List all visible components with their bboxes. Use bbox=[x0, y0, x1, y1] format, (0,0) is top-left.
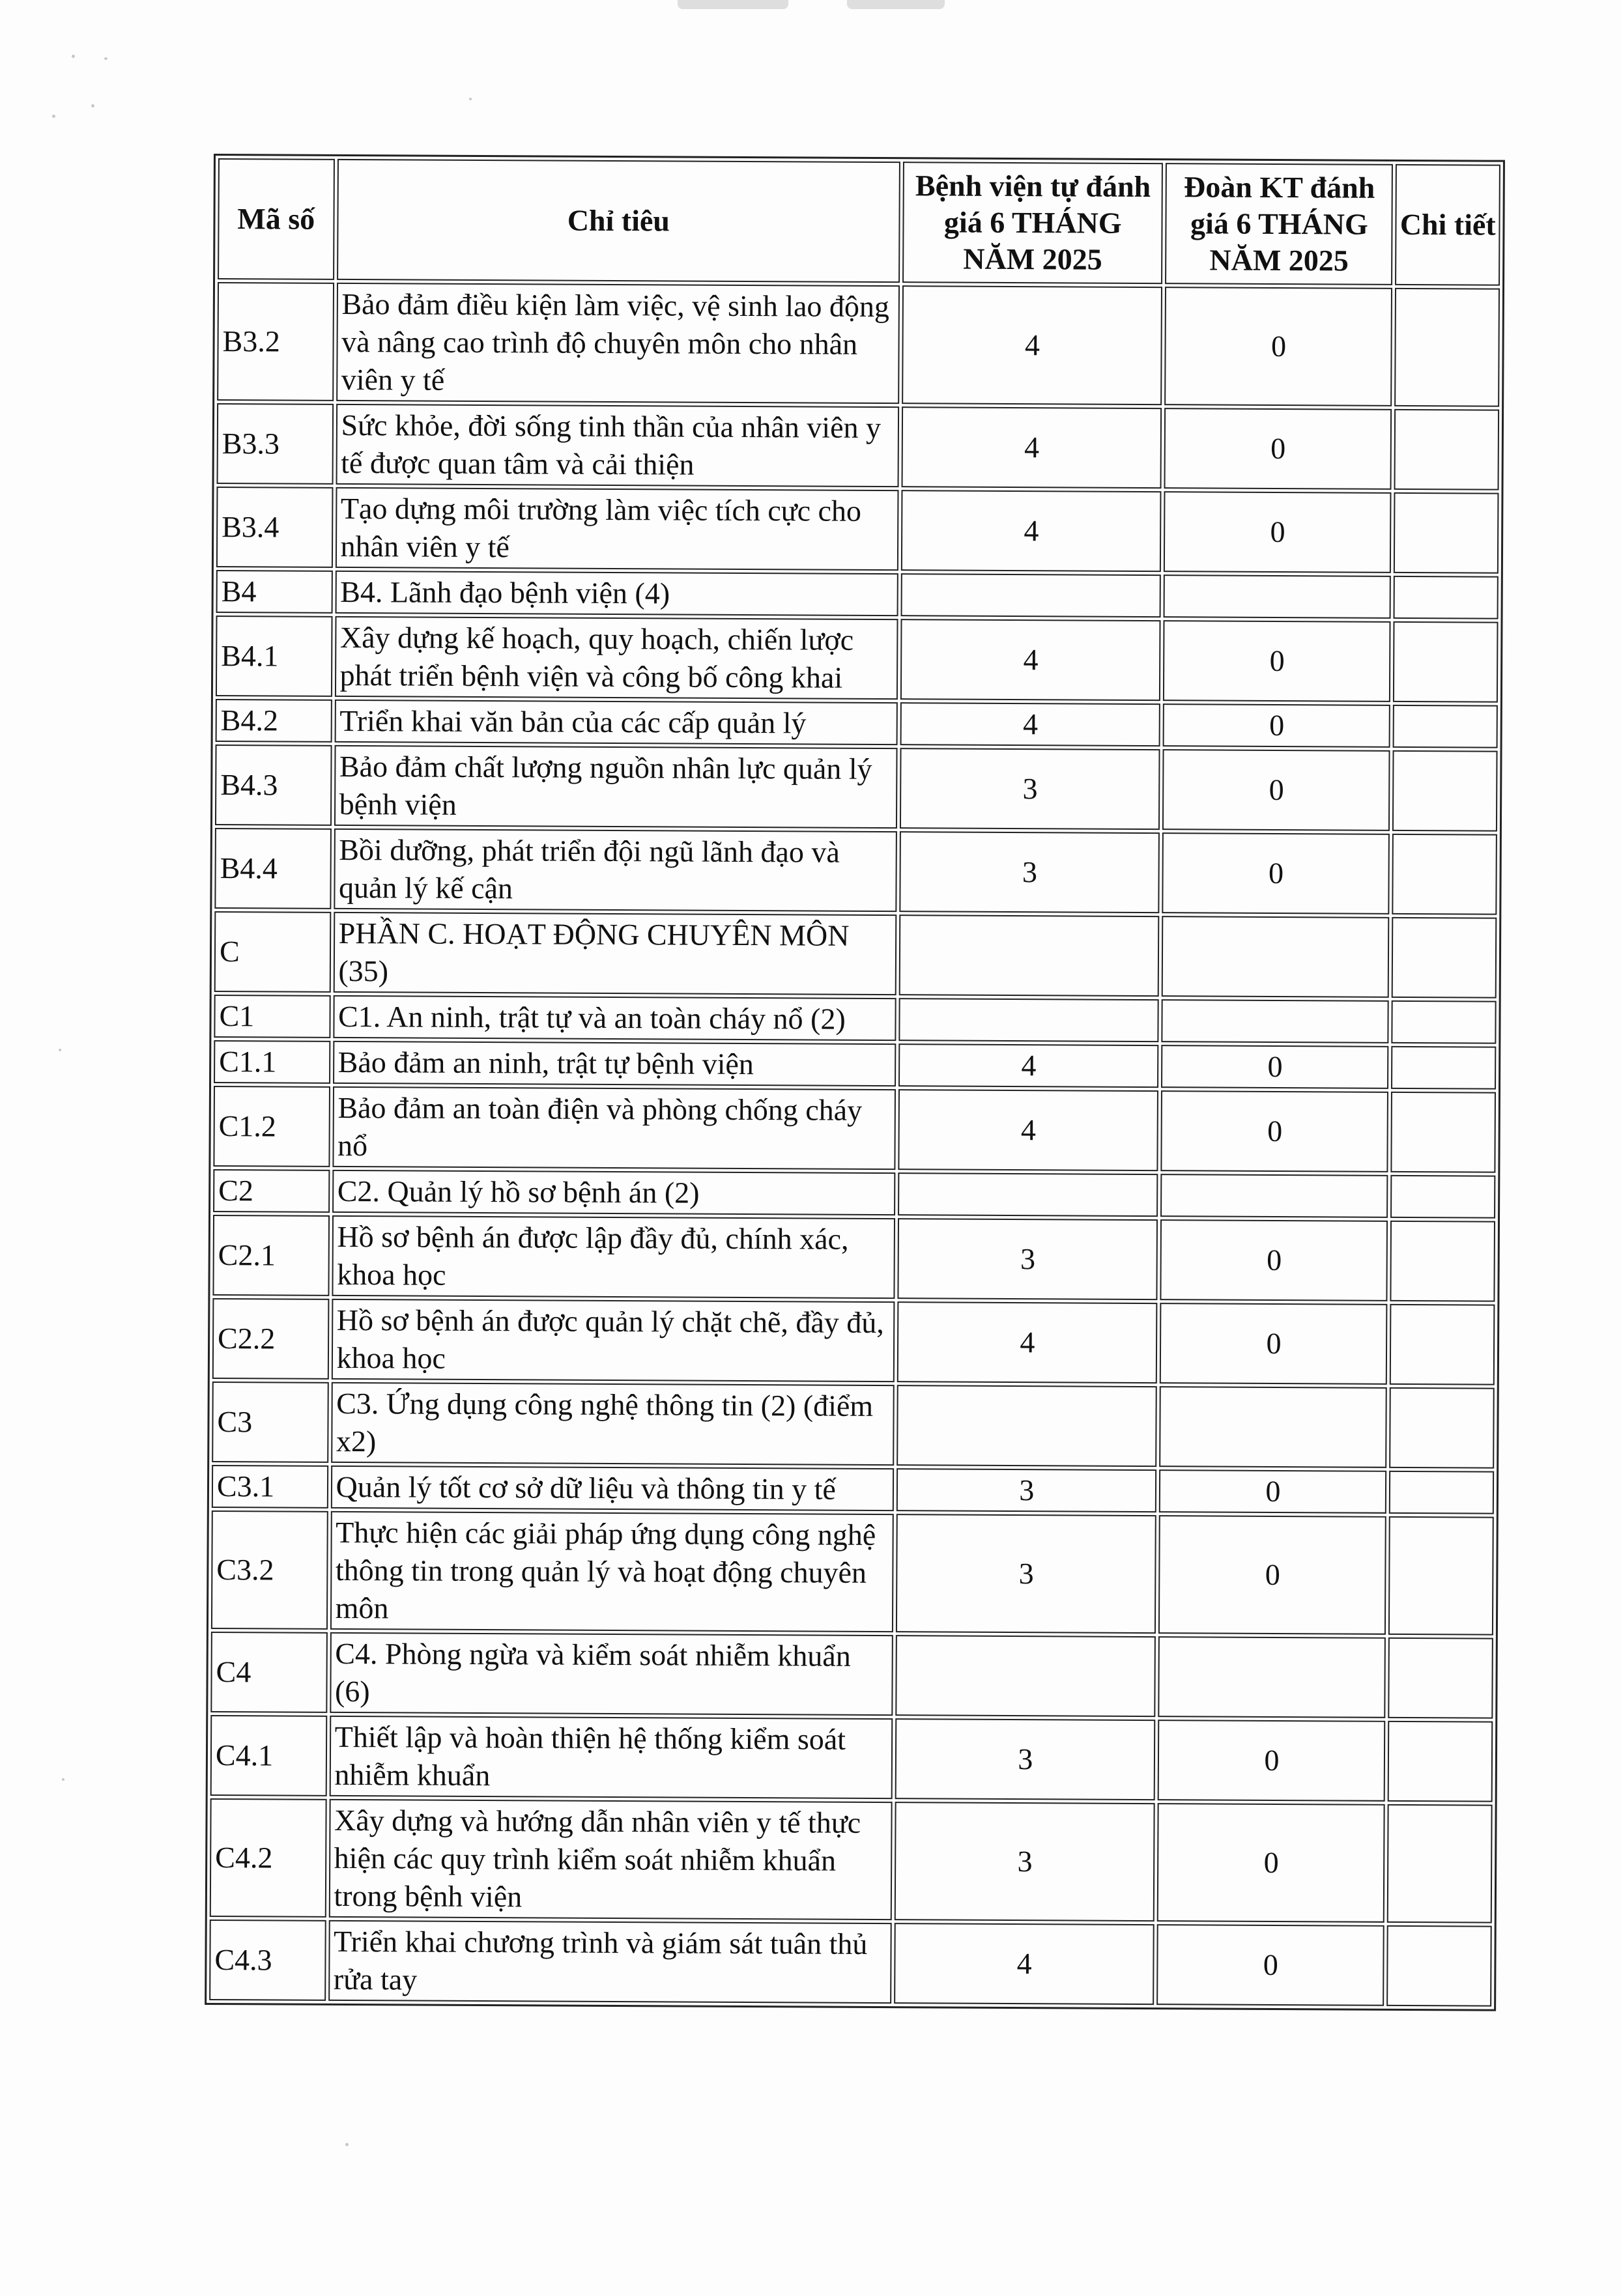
row-self-score bbox=[901, 573, 1162, 617]
row-self-score: 3 bbox=[895, 1802, 1155, 1921]
header-code: Mã số bbox=[218, 158, 334, 280]
row-title: C1. An ninh, trật tự và an toàn cháy nổ (2) bbox=[333, 995, 897, 1041]
table-row bbox=[209, 1920, 1492, 2007]
row-self-score: 4 bbox=[900, 619, 1161, 701]
row-detail bbox=[1391, 1046, 1496, 1090]
row-inspection-score bbox=[1160, 1174, 1388, 1218]
row-code: B4.3 bbox=[215, 744, 332, 826]
row-self-score: 4 bbox=[902, 285, 1162, 405]
row-title: Quản lý tốt cơ sở dữ liệu và thông tin y tế bbox=[330, 1466, 894, 1511]
row-code: C3.2 bbox=[211, 1510, 328, 1630]
row-code: C2.1 bbox=[212, 1215, 329, 1296]
row-inspection-score: 0 bbox=[1165, 287, 1393, 406]
row-code: C2 bbox=[213, 1169, 330, 1213]
table-row bbox=[214, 995, 1496, 1044]
header-title: Chỉ tiêu bbox=[337, 159, 901, 283]
row-title: PHẦN C. HOẠT ĐỘNG CHUYÊN MÔN (35) bbox=[333, 912, 897, 995]
row-code: C4.1 bbox=[210, 1715, 327, 1796]
row-code: B4.2 bbox=[216, 699, 332, 743]
table-row bbox=[212, 1298, 1495, 1385]
table-row bbox=[216, 570, 1499, 619]
row-self-score: 3 bbox=[896, 1514, 1156, 1634]
row-inspection-score: 0 bbox=[1160, 1219, 1388, 1301]
row-inspection-score bbox=[1162, 916, 1390, 998]
row-title: Sức khỏe, đời sống tinh thần của nhân viên y tế được quan tâm và cải thiện bbox=[336, 404, 899, 487]
row-inspection-score: 0 bbox=[1163, 620, 1391, 702]
row-title: Hồ sơ bệnh án được quản lý chặt chẽ, đầy đủ, khoa học bbox=[331, 1299, 895, 1382]
row-code: C bbox=[214, 911, 331, 993]
scan-artifact bbox=[847, 0, 945, 9]
row-detail bbox=[1392, 917, 1497, 999]
header-detail: Chi tiết bbox=[1396, 164, 1500, 286]
table-row bbox=[216, 487, 1499, 574]
row-code: C2.2 bbox=[212, 1298, 329, 1380]
row-inspection-score: 0 bbox=[1157, 1803, 1385, 1923]
row-code: C3.1 bbox=[212, 1465, 328, 1509]
scan-artifact bbox=[345, 2143, 349, 2146]
row-self-score: 4 bbox=[898, 1043, 1159, 1088]
row-self-score: 4 bbox=[894, 1923, 1155, 2005]
row-inspection-score bbox=[1160, 1386, 1388, 1468]
row-code: C1 bbox=[214, 995, 330, 1038]
table-row bbox=[212, 1215, 1495, 1302]
row-self-score: 4 bbox=[902, 406, 1162, 489]
row-self-score bbox=[895, 1635, 1156, 1717]
row-inspection-score: 0 bbox=[1158, 1720, 1386, 1802]
row-title: C2. Quản lý hồ sơ bệnh án (2) bbox=[332, 1170, 896, 1215]
row-code: B4.1 bbox=[216, 616, 332, 697]
table-row bbox=[212, 1382, 1495, 1469]
row-detail bbox=[1392, 750, 1497, 832]
row-code: B3.3 bbox=[217, 403, 334, 485]
row-detail bbox=[1389, 1471, 1494, 1514]
header-self-evaluation: Bệnh viện tự đánh giá 6 THÁNG NĂM 2025 bbox=[902, 162, 1163, 284]
table-row bbox=[216, 699, 1498, 748]
row-self-score bbox=[897, 1385, 1157, 1467]
table-row bbox=[210, 1715, 1493, 1802]
row-self-score: 3 bbox=[898, 1218, 1158, 1300]
table-row bbox=[214, 828, 1497, 915]
row-self-score: 4 bbox=[897, 1301, 1158, 1383]
row-title: Hồ sơ bệnh án được lập đầy đủ, chính xác, khoa học bbox=[332, 1215, 895, 1299]
row-title: Thực hiện các giải pháp ứng dụng công nghệ thông tin trong quản lý và hoạt động chuyên môn bbox=[330, 1511, 894, 1632]
header-inspection-evaluation: Đoàn KT đánh giá 6 THÁNG NĂM 2025 bbox=[1165, 163, 1393, 285]
row-inspection-score: 0 bbox=[1162, 832, 1390, 914]
row-title: Triển khai văn bản của các cấp quản lý bbox=[334, 700, 898, 745]
scan-artifact bbox=[104, 57, 108, 60]
scan-artifact bbox=[59, 1049, 61, 1051]
row-title: C4. Phòng ngừa và kiểm soát nhiễm khuẩn (6) bbox=[330, 1632, 893, 1716]
row-title: Bảo đảm điều kiện làm việc, vệ sinh lao động và nâng cao trình độ chuyên môn cho nhân viên y tế bbox=[336, 283, 900, 404]
table-row bbox=[214, 1040, 1496, 1090]
row-code: C4.2 bbox=[210, 1798, 326, 1918]
row-self-score: 4 bbox=[901, 490, 1162, 572]
table-header-row bbox=[218, 158, 1500, 286]
row-self-score bbox=[899, 998, 1160, 1042]
row-detail bbox=[1390, 1304, 1495, 1385]
table-row bbox=[213, 1169, 1495, 1219]
row-title: B4. Lãnh đạo bệnh viện (4) bbox=[335, 571, 898, 616]
row-self-score: 3 bbox=[897, 1468, 1157, 1512]
row-inspection-score bbox=[1164, 574, 1391, 619]
row-detail bbox=[1394, 492, 1499, 574]
row-detail bbox=[1387, 1925, 1492, 2007]
row-inspection-score: 0 bbox=[1157, 1924, 1385, 2006]
table-row bbox=[217, 403, 1500, 490]
row-inspection-score: 0 bbox=[1164, 491, 1392, 573]
row-inspection-score: 0 bbox=[1159, 1469, 1386, 1514]
table-row bbox=[216, 616, 1499, 703]
row-detail bbox=[1388, 1637, 1493, 1719]
evaluation-table bbox=[205, 154, 1505, 2011]
row-title: Triển khai chương trình và giám sát tuân thủ rửa tay bbox=[328, 1920, 892, 2004]
table-row bbox=[211, 1510, 1494, 1636]
row-inspection-score bbox=[1162, 999, 1389, 1043]
table-body bbox=[209, 282, 1500, 2007]
row-self-score: 3 bbox=[900, 748, 1160, 830]
table-row bbox=[210, 1632, 1493, 1719]
row-detail bbox=[1387, 1804, 1492, 1923]
row-title: Bảo đảm an toàn điện và phòng chống cháy nổ bbox=[332, 1086, 896, 1170]
row-inspection-score: 0 bbox=[1163, 703, 1390, 748]
row-detail bbox=[1391, 1092, 1496, 1173]
scan-artifact bbox=[91, 104, 94, 107]
row-self-score: 4 bbox=[898, 1089, 1159, 1171]
row-title: Bồi dưỡng, phát triển đội ngũ lãnh đạo và quản lý kế cận bbox=[334, 829, 897, 912]
table-row bbox=[210, 1798, 1493, 1923]
row-code: B3.2 bbox=[217, 282, 334, 401]
row-self-score bbox=[898, 1172, 1158, 1217]
row-code: C1.1 bbox=[214, 1040, 330, 1084]
scan-artifact bbox=[52, 115, 55, 118]
row-detail bbox=[1390, 1221, 1495, 1302]
row-inspection-score: 0 bbox=[1161, 1045, 1388, 1089]
row-detail bbox=[1393, 705, 1498, 748]
table-row bbox=[212, 1465, 1494, 1514]
row-title: Tạo dựng môi trường làm việc tích cực cho nhân viên y tế bbox=[335, 487, 898, 571]
row-code: C3 bbox=[212, 1382, 328, 1463]
row-code: B3.4 bbox=[216, 487, 333, 568]
scan-artifact bbox=[469, 98, 472, 100]
row-self-score: 4 bbox=[900, 702, 1161, 746]
row-code: C4 bbox=[210, 1632, 327, 1713]
row-title: Xây dựng kế hoạch, quy hoạch, chiến lược phát triển bệnh viện và công bố công khai bbox=[334, 616, 898, 700]
row-code: B4 bbox=[216, 570, 333, 614]
row-detail bbox=[1390, 1387, 1495, 1469]
scan-artifact bbox=[62, 1778, 65, 1781]
table-row bbox=[217, 282, 1500, 407]
row-title: Thiết lập và hoàn thiện hệ thống kiểm soát nhiễm khuẩn bbox=[329, 1716, 893, 1799]
row-inspection-score bbox=[1158, 1636, 1386, 1718]
table-row bbox=[215, 744, 1498, 832]
row-title: Bảo đảm chất lượng nguồn nhân lực quản lý bệnh viện bbox=[334, 745, 898, 829]
row-detail bbox=[1392, 834, 1497, 915]
row-detail bbox=[1388, 1516, 1493, 1636]
row-detail bbox=[1393, 621, 1498, 703]
row-title: C3. Ứng dụng công nghệ thông tin (2) (điểm x2) bbox=[331, 1382, 895, 1466]
row-detail bbox=[1392, 1000, 1497, 1044]
table-row bbox=[214, 911, 1497, 999]
row-detail bbox=[1394, 409, 1499, 490]
row-inspection-score: 0 bbox=[1160, 1303, 1388, 1385]
row-code: C1.2 bbox=[213, 1086, 330, 1167]
row-detail bbox=[1391, 1175, 1496, 1219]
row-code: B4.4 bbox=[214, 828, 331, 909]
row-title: Xây dựng và hướng dẫn nhân viên y tế thực hiện các quy trình kiểm soát nhiễm khuẩn trong bệnh viện bbox=[328, 1799, 893, 1920]
row-self-score bbox=[899, 914, 1160, 997]
row-title: Bảo đảm an ninh, trật tự bệnh viện bbox=[333, 1041, 897, 1086]
scan-artifact bbox=[72, 55, 75, 58]
row-detail bbox=[1395, 288, 1500, 407]
scan-artifact bbox=[678, 0, 788, 9]
row-code: C4.3 bbox=[209, 1920, 326, 2001]
row-self-score: 3 bbox=[895, 1718, 1156, 1800]
row-inspection-score: 0 bbox=[1158, 1515, 1386, 1635]
table-row bbox=[213, 1086, 1496, 1173]
row-inspection-score: 0 bbox=[1162, 749, 1390, 831]
row-inspection-score: 0 bbox=[1164, 408, 1392, 490]
row-detail bbox=[1394, 576, 1499, 619]
row-inspection-score: 0 bbox=[1161, 1090, 1389, 1172]
row-self-score: 3 bbox=[900, 831, 1160, 913]
row-detail bbox=[1388, 1721, 1493, 1802]
